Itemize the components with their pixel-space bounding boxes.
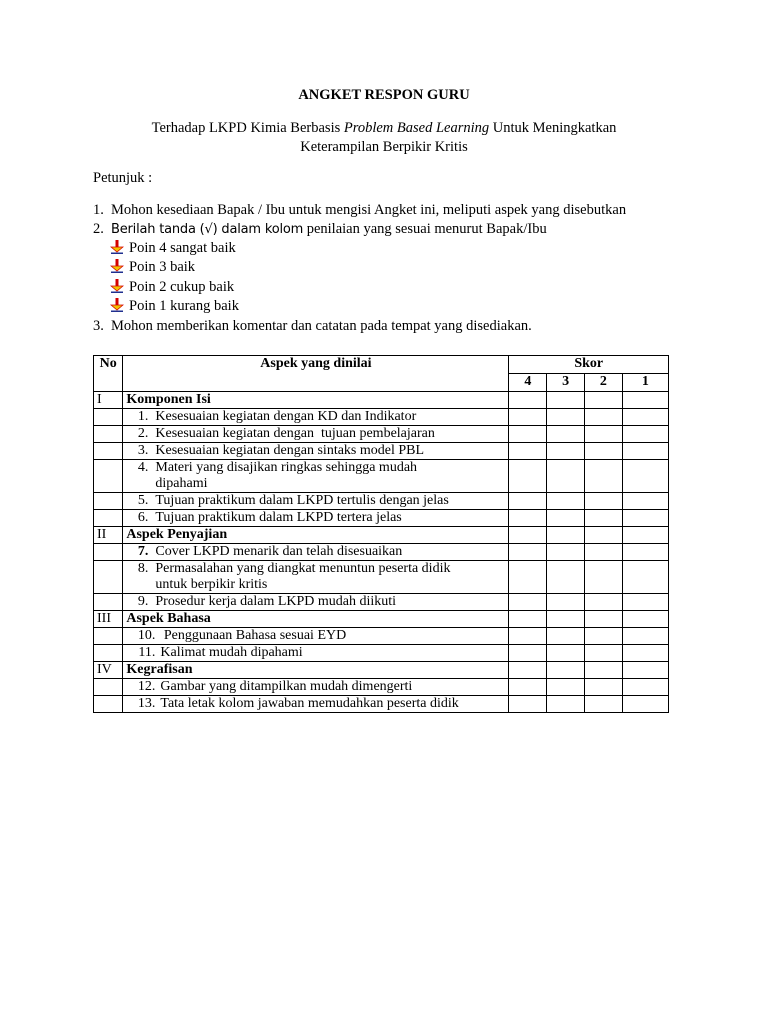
aspect-cell bbox=[123, 679, 509, 696]
table-row bbox=[94, 696, 669, 713]
score-cell[interactable] bbox=[509, 460, 547, 493]
item-text: Cover LKPD menarik dan telah disesuaikan bbox=[155, 544, 403, 559]
score-cell[interactable] bbox=[509, 561, 547, 594]
score-cell[interactable] bbox=[622, 392, 668, 409]
score-cell[interactable] bbox=[622, 611, 668, 628]
header-no: No bbox=[94, 356, 123, 392]
assessment-table bbox=[93, 355, 669, 713]
aspect-cell bbox=[123, 594, 509, 611]
row-number-cell bbox=[94, 443, 123, 460]
score-cell[interactable] bbox=[622, 696, 668, 713]
score-cell[interactable] bbox=[585, 611, 623, 628]
score-cell[interactable] bbox=[622, 662, 668, 679]
score-cell[interactable] bbox=[585, 561, 623, 594]
table-row bbox=[94, 561, 669, 594]
item-text: Gambar yang ditampilkan mudah dimengerti bbox=[160, 679, 413, 694]
score-cell[interactable] bbox=[585, 493, 623, 510]
instruction-number: 1. bbox=[93, 202, 104, 218]
score-cell[interactable] bbox=[547, 527, 585, 544]
section-row bbox=[94, 662, 669, 679]
section-number: III bbox=[94, 611, 123, 628]
page-title: ANGKET RESPON GURU bbox=[298, 87, 470, 103]
score-cell[interactable] bbox=[509, 426, 547, 443]
item-text: Tujuan praktikum dalam LKPD tertulis dengan jelas bbox=[155, 493, 449, 508]
item-number: 13. bbox=[137, 696, 156, 711]
score-cell[interactable] bbox=[547, 611, 585, 628]
score-cell[interactable] bbox=[622, 645, 668, 662]
score-cell[interactable] bbox=[622, 409, 668, 426]
score-cell[interactable] bbox=[547, 662, 585, 679]
aspect-cell bbox=[123, 544, 509, 561]
score-cell[interactable] bbox=[547, 679, 585, 696]
row-number-cell bbox=[94, 510, 123, 527]
score-cell[interactable] bbox=[622, 426, 668, 443]
score-cell[interactable] bbox=[509, 493, 547, 510]
item-text: Kesesuaian kegiatan dengan KD dan Indikator bbox=[155, 409, 417, 424]
aspect-cell bbox=[123, 409, 509, 426]
score-cell[interactable] bbox=[509, 679, 547, 696]
score-cell[interactable] bbox=[622, 493, 668, 510]
item-number: 11. bbox=[138, 645, 156, 660]
item-number: 1. bbox=[137, 409, 149, 424]
poin-item bbox=[110, 240, 236, 257]
table-row bbox=[94, 493, 669, 510]
instruction-number: 3. bbox=[93, 318, 104, 334]
item-text: Materi yang disajikan ringkas sehingga mudah dipahami bbox=[155, 460, 421, 491]
instruction-text-sans: Berilah tanda (√) dalam kolom bbox=[111, 222, 304, 237]
poin-label: Poin 1 kurang baik bbox=[129, 298, 239, 314]
score-cell[interactable] bbox=[585, 544, 623, 561]
section-number: I bbox=[94, 392, 123, 409]
score-cell[interactable] bbox=[585, 662, 623, 679]
section-row bbox=[94, 611, 669, 628]
item-text: Kesesuaian kegiatan dengan tujuan pembelajaran bbox=[155, 426, 435, 441]
poin-item bbox=[110, 279, 234, 296]
score-cell[interactable] bbox=[509, 443, 547, 460]
instruction-1 bbox=[93, 202, 626, 219]
item-text: Kalimat mudah dipahami bbox=[160, 645, 303, 660]
score-cell[interactable] bbox=[509, 645, 547, 662]
score-cell[interactable] bbox=[622, 628, 668, 645]
item-number: 8. bbox=[137, 561, 149, 576]
poin-label: Poin 2 cukup baik bbox=[129, 279, 235, 295]
section-row bbox=[94, 392, 669, 409]
row-number-cell bbox=[94, 594, 123, 611]
item-number: 5. bbox=[137, 493, 149, 508]
score-cell[interactable] bbox=[509, 527, 547, 544]
row-number-cell bbox=[94, 426, 123, 443]
score-cell[interactable] bbox=[585, 679, 623, 696]
row-number-cell bbox=[94, 493, 123, 510]
score-cell[interactable] bbox=[622, 460, 668, 493]
section-title: Aspek Penyajian bbox=[123, 527, 509, 544]
score-cell[interactable] bbox=[547, 392, 585, 409]
score-cell[interactable] bbox=[622, 594, 668, 611]
score-header-4: 4 bbox=[509, 374, 547, 392]
score-cell[interactable] bbox=[622, 527, 668, 544]
score-cell[interactable] bbox=[547, 696, 585, 713]
aspect-cell bbox=[123, 493, 509, 510]
down-arrow-icon bbox=[110, 279, 124, 293]
instruction-text: Mohon memberikan komentar dan catatan pada tempat yang disediakan. bbox=[111, 318, 532, 334]
score-cell[interactable] bbox=[547, 645, 585, 662]
subtitle-pre: Terhadap LKPD Kimia Berbasis bbox=[151, 120, 344, 136]
row-number-cell bbox=[94, 460, 123, 493]
item-number: 10. bbox=[137, 628, 156, 643]
score-cell[interactable] bbox=[547, 544, 585, 561]
aspect-cell bbox=[123, 696, 509, 713]
score-header-2: 2 bbox=[585, 374, 623, 392]
score-cell[interactable] bbox=[547, 409, 585, 426]
table-row bbox=[94, 628, 669, 645]
score-cell[interactable] bbox=[585, 392, 623, 409]
score-header-3: 3 bbox=[547, 374, 585, 392]
score-cell[interactable] bbox=[547, 493, 585, 510]
score-cell[interactable] bbox=[509, 409, 547, 426]
score-cell[interactable] bbox=[622, 544, 668, 561]
down-arrow-icon bbox=[110, 298, 124, 312]
subtitle-line2: Keterampilan Berpikir Kritis bbox=[300, 139, 468, 155]
score-cell[interactable] bbox=[547, 443, 585, 460]
score-cell[interactable] bbox=[509, 544, 547, 561]
score-cell[interactable] bbox=[585, 510, 623, 527]
item-text: Kesesuaian kegiatan dengan sintaks model PBL bbox=[155, 443, 425, 458]
table-row bbox=[94, 409, 669, 426]
subtitle-post: Untuk Meningkatkan bbox=[489, 120, 617, 136]
score-cell[interactable] bbox=[585, 696, 623, 713]
header-aspek: Aspek yang dinilai bbox=[123, 356, 509, 392]
item-number: 4. bbox=[137, 460, 149, 475]
subtitle-italic: Problem Based Learning bbox=[343, 120, 490, 136]
row-number-cell bbox=[94, 679, 123, 696]
item-number: 12. bbox=[137, 679, 156, 694]
score-cell[interactable] bbox=[547, 594, 585, 611]
section-title: Komponen Isi bbox=[123, 392, 509, 409]
instruction-text: penilaian yang sesuai menurut Bapak/Ibu bbox=[303, 221, 547, 237]
section-title: Kegrafisan bbox=[123, 662, 509, 679]
section-number: II bbox=[94, 527, 123, 544]
table-row bbox=[94, 679, 669, 696]
score-cell[interactable] bbox=[622, 510, 668, 527]
score-cell[interactable] bbox=[585, 443, 623, 460]
score-cell[interactable] bbox=[547, 460, 585, 493]
poin-item bbox=[110, 298, 239, 315]
aspect-cell bbox=[123, 628, 509, 645]
score-cell[interactable] bbox=[509, 696, 547, 713]
aspect-cell bbox=[123, 460, 509, 493]
item-number: 6. bbox=[137, 510, 149, 525]
row-number-cell bbox=[94, 561, 123, 594]
aspect-cell bbox=[123, 426, 509, 443]
header-skor: Skor bbox=[509, 356, 669, 374]
instructions-heading: Petunjuk : bbox=[93, 170, 153, 186]
score-cell[interactable] bbox=[585, 527, 623, 544]
poin-label: Poin 3 baik bbox=[129, 259, 196, 275]
section-row bbox=[94, 527, 669, 544]
item-text: Tata letak kolom jawaban memudahkan peserta didik bbox=[160, 696, 459, 711]
score-cell[interactable] bbox=[547, 561, 585, 594]
score-cell[interactable] bbox=[509, 392, 547, 409]
score-cell[interactable] bbox=[585, 426, 623, 443]
table-row bbox=[94, 460, 669, 493]
score-cell[interactable] bbox=[622, 679, 668, 696]
table-row bbox=[94, 443, 669, 460]
down-arrow-icon bbox=[110, 240, 124, 254]
instruction-3 bbox=[93, 318, 532, 335]
score-header-1: 1 bbox=[622, 374, 668, 392]
aspect-cell bbox=[123, 561, 509, 594]
score-cell[interactable] bbox=[622, 443, 668, 460]
score-cell[interactable] bbox=[585, 645, 623, 662]
score-cell[interactable] bbox=[509, 594, 547, 611]
row-number-cell bbox=[94, 628, 123, 645]
score-cell[interactable] bbox=[585, 409, 623, 426]
poin-label: Poin 4 sangat baik bbox=[129, 240, 236, 256]
score-cell[interactable] bbox=[509, 611, 547, 628]
table-row bbox=[94, 544, 669, 561]
section-title: Aspek Bahasa bbox=[123, 611, 509, 628]
item-text: Permasalahan yang diangkat menuntun peserta didik untuk berpikir kritis bbox=[155, 561, 454, 592]
aspect-cell bbox=[123, 443, 509, 460]
score-cell[interactable] bbox=[547, 426, 585, 443]
score-cell[interactable] bbox=[547, 628, 585, 645]
section-number: IV bbox=[94, 662, 123, 679]
table-row bbox=[94, 594, 669, 611]
item-number: 7. bbox=[137, 544, 149, 559]
instruction-2 bbox=[93, 221, 547, 238]
item-number: 9. bbox=[137, 594, 149, 609]
score-cell[interactable] bbox=[547, 510, 585, 527]
item-number: 3. bbox=[137, 443, 149, 458]
row-number-cell bbox=[94, 696, 123, 713]
row-number-cell bbox=[94, 544, 123, 561]
poin-item bbox=[110, 259, 195, 276]
score-cell[interactable] bbox=[509, 510, 547, 527]
instruction-text: Mohon kesediaan Bapak / Ibu untuk mengisi Angket ini, meliputi aspek yang disebutkan bbox=[111, 202, 627, 218]
table-row bbox=[94, 645, 669, 662]
row-number-cell bbox=[94, 645, 123, 662]
score-cell[interactable] bbox=[585, 594, 623, 611]
aspect-cell bbox=[123, 510, 509, 527]
score-cell[interactable] bbox=[509, 628, 547, 645]
aspect-cell bbox=[123, 645, 509, 662]
score-cell[interactable] bbox=[585, 460, 623, 493]
score-cell[interactable] bbox=[622, 561, 668, 594]
item-text: Penggunaan Bahasa sesuai EYD bbox=[160, 628, 347, 643]
instruction-number: 2. bbox=[93, 221, 104, 237]
score-cell[interactable] bbox=[585, 628, 623, 645]
down-arrow-icon bbox=[110, 259, 124, 273]
table-row bbox=[94, 510, 669, 527]
table-row bbox=[94, 426, 669, 443]
item-number: 2. bbox=[137, 426, 149, 441]
item-text: Tujuan praktikum dalam LKPD tertera jelas bbox=[155, 510, 402, 525]
row-number-cell bbox=[94, 409, 123, 426]
item-text: Prosedur kerja dalam LKPD mudah diikuti bbox=[155, 594, 397, 609]
page-subtitle bbox=[100, 119, 668, 157]
score-cell[interactable] bbox=[509, 662, 547, 679]
